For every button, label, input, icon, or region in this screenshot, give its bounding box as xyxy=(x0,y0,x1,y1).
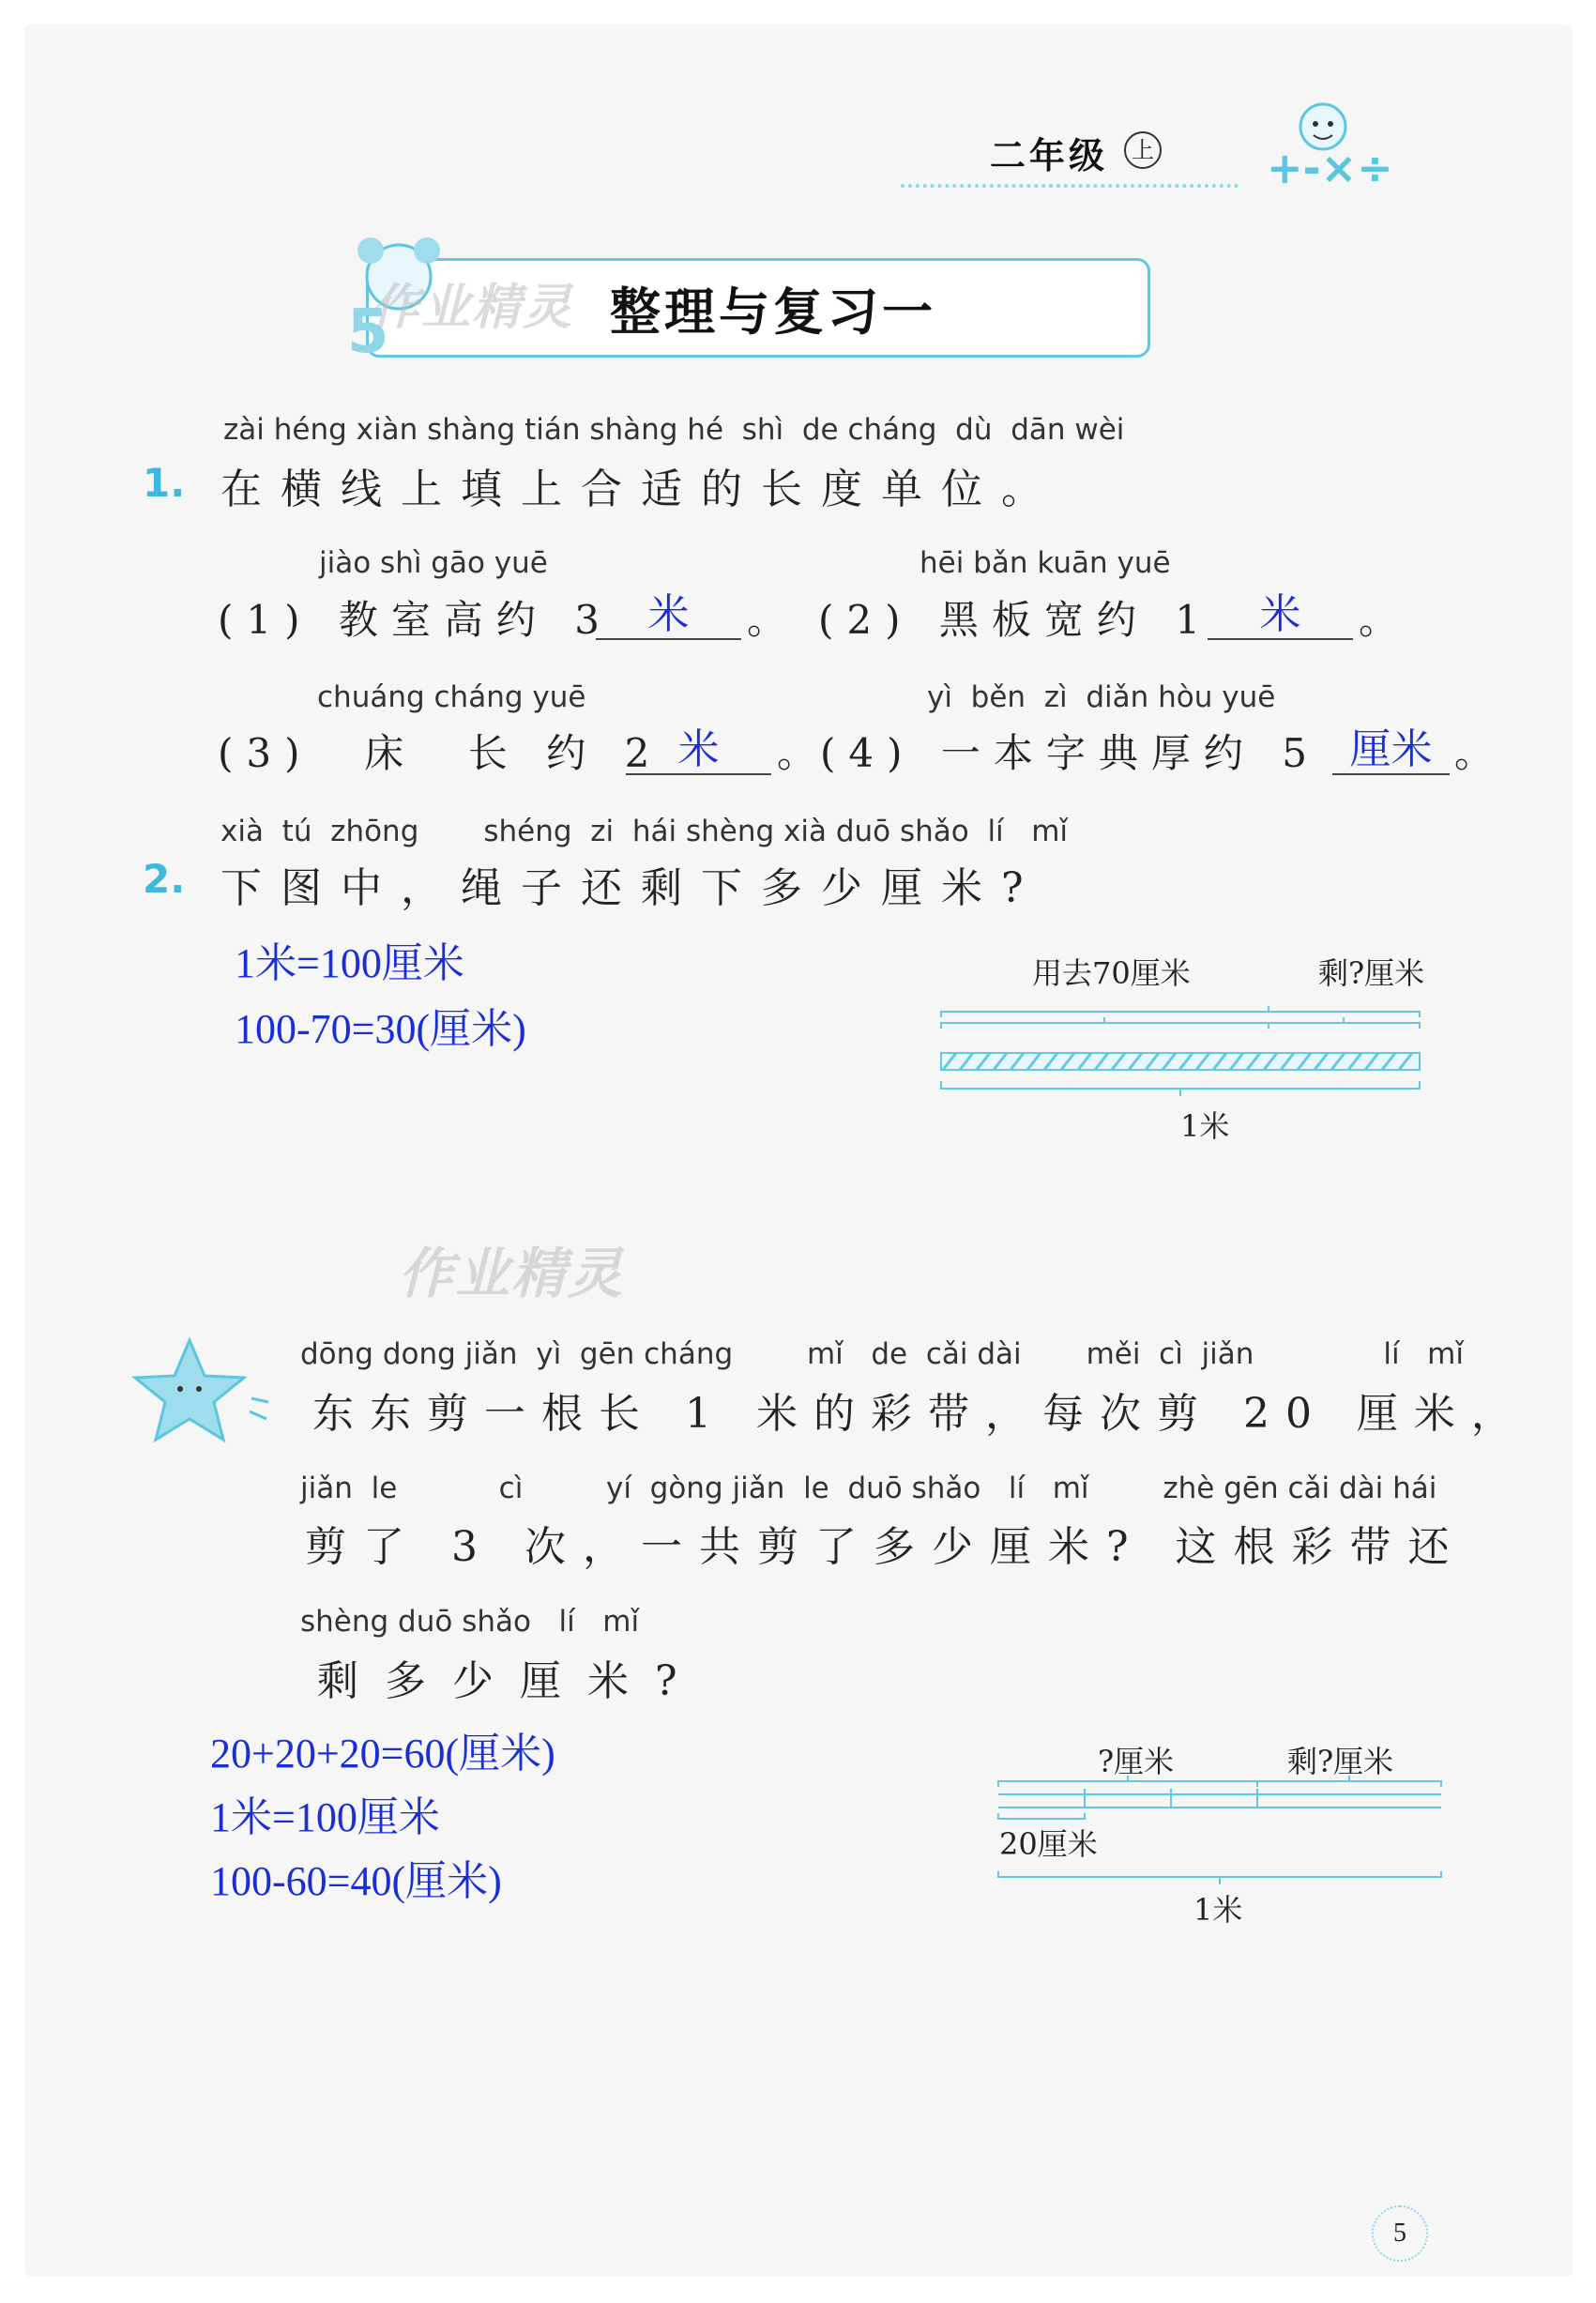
q1-item3-label: (3) 床 长 约 2 xyxy=(218,730,663,776)
q1-item3-period: 。 xyxy=(777,730,830,776)
q2-pinyin: xià tú zhōng shéng zi hái shèng xià duō shǎo lí mǐ xyxy=(220,815,1069,848)
q1-item1-period: 。 xyxy=(747,597,800,643)
q1-item4-period: 。 xyxy=(1454,730,1508,776)
q2-total-brace-bottom xyxy=(941,1081,1420,1096)
q3-total-brace xyxy=(998,1871,1441,1884)
q1-number: 1. xyxy=(143,460,186,506)
q3-cut-label: ?厘米 xyxy=(1098,1744,1175,1779)
star-mascot-icon xyxy=(131,1333,272,1455)
svg-text:+-×÷: +-×÷ xyxy=(1267,143,1393,193)
q2-rope-diagram xyxy=(934,1004,1440,1107)
q3-line3-pinyin: shèng duō shǎo lí mǐ xyxy=(300,1605,640,1639)
q1-item2-answer: 米 xyxy=(1259,590,1301,638)
q3-work-line3: 100-60=40(厘米) xyxy=(210,1858,502,1904)
q2-work-line2: 100-70=30(厘米) xyxy=(235,1006,526,1052)
q2-part-braces xyxy=(941,1017,1420,1029)
q1-item2-pinyin: hēi bǎn kuān yuē xyxy=(920,546,1171,580)
q1-item1-pinyin: jiào shì gāo yuē xyxy=(319,546,548,580)
cartoon-math-logo-icon xyxy=(1257,94,1445,197)
q3-total-label: 1米 xyxy=(1193,1892,1243,1928)
q2-total-brace-top xyxy=(941,1012,1420,1017)
watermark-middle: 作业精灵 xyxy=(399,1242,625,1305)
header-divider xyxy=(901,184,1239,188)
grade-label: 二年级 xyxy=(990,135,1109,176)
q2-used-label: 用去70厘米 xyxy=(1032,955,1191,991)
svg-text:5: 5 xyxy=(347,297,389,361)
q1-item2-blank[interactable] xyxy=(1208,580,1353,640)
q3-segment-brace xyxy=(998,1813,1085,1819)
q1-item2-label: (2) 黑板宽约 1 xyxy=(818,597,1213,643)
q2-rope xyxy=(941,1053,1420,1070)
q1-item4-answer: 厘米 xyxy=(1349,725,1433,773)
watermark-top: 作业精灵 xyxy=(371,280,574,336)
page-number: 5 xyxy=(1372,2205,1428,2262)
q3-work-line2: 1米=100厘米 xyxy=(210,1794,440,1840)
q3-line2-pinyin: jiǎn le cì yí gòng jiǎn le duō shǎo lí mǐ zhè gēn cǎi dài hái xyxy=(300,1472,1437,1505)
q1-text: 在横线上填上合适的长度单位。 xyxy=(220,465,1061,513)
q2-remain-label: 剩?厘米 xyxy=(1318,955,1425,991)
q3-ribbon xyxy=(998,1789,1441,1807)
q2-work-line1: 1米=100厘米 xyxy=(235,940,464,986)
q3-top-braces xyxy=(998,1776,1441,1787)
grade-term-badge: 上 xyxy=(1124,131,1162,169)
q2-number: 2. xyxy=(143,856,186,902)
q3-line3-text: 剩多少厘米? xyxy=(317,1657,704,1705)
q2-total-label: 1米 xyxy=(1180,1108,1230,1144)
q1-item1-blank[interactable] xyxy=(596,580,741,640)
q1-item3-blank[interactable] xyxy=(626,715,771,775)
q1-item3-answer: 米 xyxy=(677,725,720,773)
q1-item2-period: 。 xyxy=(1359,597,1412,643)
q3-work-line1: 20+20+20=60(厘米) xyxy=(210,1731,555,1777)
q2-text: 下图中，绳子还剩下多少厘米? xyxy=(220,864,1042,912)
q3-line2-text: 剪了 3 次，一共剪了多少厘米? 这根彩带还 xyxy=(305,1523,1467,1571)
q1-item1-label: (1) 教室高约 3 xyxy=(218,597,613,643)
q1-item4-pinyin: yì běn zì diǎn hòu yuē xyxy=(927,680,1276,714)
q3-line1-text: 东东剪一根长 1 米的彩带，每次剪 20 厘米， xyxy=(312,1390,1528,1438)
q1-item3-pinyin: chuáng cháng yuē xyxy=(317,680,586,714)
q1-item4-label: (4) 一本字典厚约 5 xyxy=(820,730,1320,776)
q1-item1-answer: 米 xyxy=(647,590,690,638)
workbook-page xyxy=(24,24,1573,2277)
q3-segment-label: 20厘米 xyxy=(999,1826,1098,1862)
q1-pinyin: zài héng xiàn shàng tián shàng hé shì de cháng dù dān wèi xyxy=(223,413,1125,447)
q3-remain-label: 剩?厘米 xyxy=(1287,1744,1394,1779)
q1-item4-blank[interactable] xyxy=(1332,715,1450,775)
q3-line1-pinyin: dōng dong jiǎn yì gēn cháng mǐ de cǎi dài měi cì jiǎn lí mǐ xyxy=(300,1337,1464,1371)
section-title: 整理与复习一 xyxy=(610,282,936,342)
